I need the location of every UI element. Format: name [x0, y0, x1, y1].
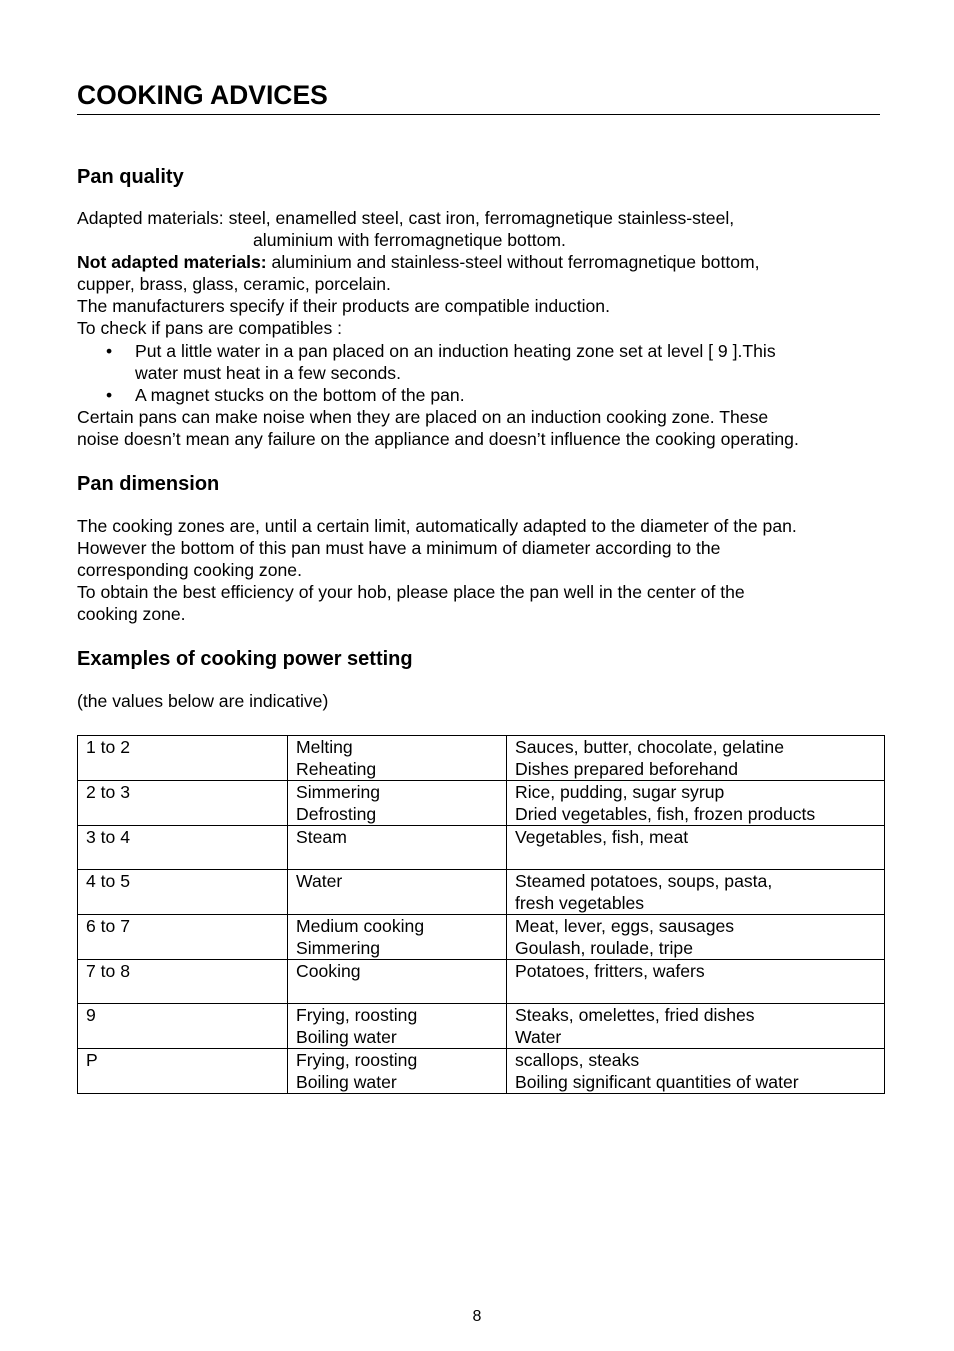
uses-text: fresh vegetables: [515, 893, 645, 913]
bullet-icon: •: [106, 341, 113, 361]
uses-text: Sauces, butter, chocolate, gelatine: [515, 737, 784, 757]
list-item: [77, 340, 887, 384]
pan-dimension-line4: To obtain the best efficiency of your hob, please place the pan well in the center of the: [77, 582, 745, 602]
compatibility-check-list: [77, 340, 887, 406]
level-text: 3 to 4: [86, 827, 131, 847]
noise-line1: Certain pans can make noise when they are placed on an induction cooking zone. These: [77, 407, 769, 427]
level-cell: [78, 1004, 288, 1049]
uses-cell: [507, 826, 885, 870]
mode-cell: [288, 915, 507, 960]
mode-cell: [288, 870, 507, 915]
bullet-icon: •: [106, 385, 113, 405]
table-row: [78, 915, 885, 960]
uses-text: Meat, lever, eggs, sausages: [515, 916, 735, 936]
mode-text: Medium cooking: [296, 916, 425, 936]
uses-text: Dried vegetables, fish, frozen products: [515, 804, 816, 824]
level-cell: [78, 736, 288, 781]
mode-cell: [288, 781, 507, 826]
level-text: P: [86, 1050, 98, 1070]
uses-text: Water: [515, 1027, 562, 1047]
uses-text: Boiling significant quantities of water: [515, 1072, 799, 1092]
pan-dimension-paragraph: [77, 515, 887, 625]
mode-text: Cooking: [296, 961, 361, 981]
level-cell: [78, 781, 288, 826]
not-adapted-label: Not adapted materials:: [77, 252, 267, 272]
adapted-materials-paragraph: [77, 207, 887, 339]
mode-cell: [288, 960, 507, 1004]
manufacturers-text: The manufacturers specify if their products are compatible induction.: [77, 296, 610, 316]
mode-text: Defrosting: [296, 804, 377, 824]
mode-text: Frying, roosting: [296, 1005, 418, 1025]
table-row: [78, 736, 885, 781]
level-cell: [78, 960, 288, 1004]
page-number: 8: [472, 1308, 482, 1325]
pan-quality-heading: Pan quality: [77, 166, 184, 188]
mode-text: Reheating: [296, 759, 377, 779]
table-row: [78, 1004, 885, 1049]
mode-text: Frying, roosting: [296, 1050, 418, 1070]
pan-dimension-heading: Pan dimension: [77, 473, 220, 495]
bullet-1-line2: water must heat in a few seconds.: [135, 363, 401, 383]
pan-dimension-line1: The cooking zones are, until a certain limit, automatically adapted to the diameter of the pan.: [77, 516, 797, 536]
not-adapted-materials-line2: cupper, brass, glass, ceramic, porcelain.: [77, 274, 391, 294]
level-cell: [78, 1049, 288, 1094]
level-text: 7 to 8: [86, 961, 131, 981]
level-text: 1 to 2: [86, 737, 131, 757]
adapted-materials-line1: Adapted materials: steel, enamelled steel, cast iron, ferromagnetique stainless-steel,: [77, 208, 735, 228]
uses-cell: [507, 736, 885, 781]
pan-dimension-line2: However the bottom of this pan must have a minimum of diameter according to the: [77, 538, 721, 558]
level-cell: [78, 915, 288, 960]
mode-cell: [288, 1004, 507, 1049]
mode-cell: [288, 736, 507, 781]
level-text: 9: [86, 1005, 96, 1025]
power-settings-table: [77, 735, 885, 1094]
table-row: [78, 781, 885, 826]
uses-cell: [507, 1004, 885, 1049]
noise-paragraph: [77, 406, 887, 450]
level-cell: [78, 870, 288, 915]
page-title: COOKING ADVICES: [77, 78, 880, 115]
pan-dimension-line5: cooking zone.: [77, 604, 186, 624]
indicative-note: (the values below are indicative): [77, 691, 329, 711]
mode-cell: [288, 826, 507, 870]
uses-text: Vegetables, fish, meat: [515, 827, 689, 847]
uses-cell: [507, 960, 885, 1004]
bullet-1-line1: Put a little water in a pan placed on an induction heating zone set at level [ 9 ].This: [135, 341, 776, 361]
mode-text: Boiling water: [296, 1027, 397, 1047]
uses-text: Goulash, roulade, tripe: [515, 938, 693, 958]
table-row: [78, 826, 885, 870]
table-row: [78, 870, 885, 915]
mode-text: Melting: [296, 737, 353, 757]
mode-text: Water: [296, 871, 343, 891]
check-intro-text: To check if pans are compatibles :: [77, 318, 343, 338]
bullet-2-line1: A magnet stucks on the bottom of the pan.: [135, 385, 465, 405]
uses-cell: [507, 781, 885, 826]
mode-text: Boiling water: [296, 1072, 397, 1092]
mode-cell: [288, 1049, 507, 1094]
level-text: 6 to 7: [86, 916, 131, 936]
not-adapted-materials-line1: [77, 251, 887, 273]
mode-text: Simmering: [296, 782, 381, 802]
table-row: [78, 1049, 885, 1094]
uses-text: scallops, steaks: [515, 1050, 640, 1070]
level-text: 2 to 3: [86, 782, 131, 802]
uses-text: Dishes prepared beforehand: [515, 759, 739, 779]
uses-text: Potatoes, fritters, wafers: [515, 961, 705, 981]
list-item: [77, 384, 887, 406]
uses-text: Steamed potatoes, soups, pasta,: [515, 871, 773, 891]
pan-dimension-line3: corresponding cooking zone.: [77, 560, 302, 580]
level-cell: [78, 826, 288, 870]
examples-heading: Examples of cooking power setting: [77, 648, 413, 670]
not-adapted-text: aluminium and stainless-steel without ferromagnetique bottom,: [266, 252, 760, 272]
adapted-materials-line2: aluminium with ferromagnetique bottom.: [253, 230, 566, 250]
mode-text: Steam: [296, 827, 347, 847]
uses-cell: [507, 1049, 885, 1094]
uses-text: Rice, pudding, sugar syrup: [515, 782, 725, 802]
level-text: 4 to 5: [86, 871, 131, 891]
uses-cell: [507, 870, 885, 915]
uses-cell: [507, 915, 885, 960]
table-row: [78, 960, 885, 1004]
mode-text: Simmering: [296, 938, 381, 958]
noise-line2: noise doesn’t mean any failure on the appliance and doesn’t influence the cooking operating.: [77, 429, 799, 449]
uses-text: Steaks, omelettes, fried dishes: [515, 1005, 755, 1025]
